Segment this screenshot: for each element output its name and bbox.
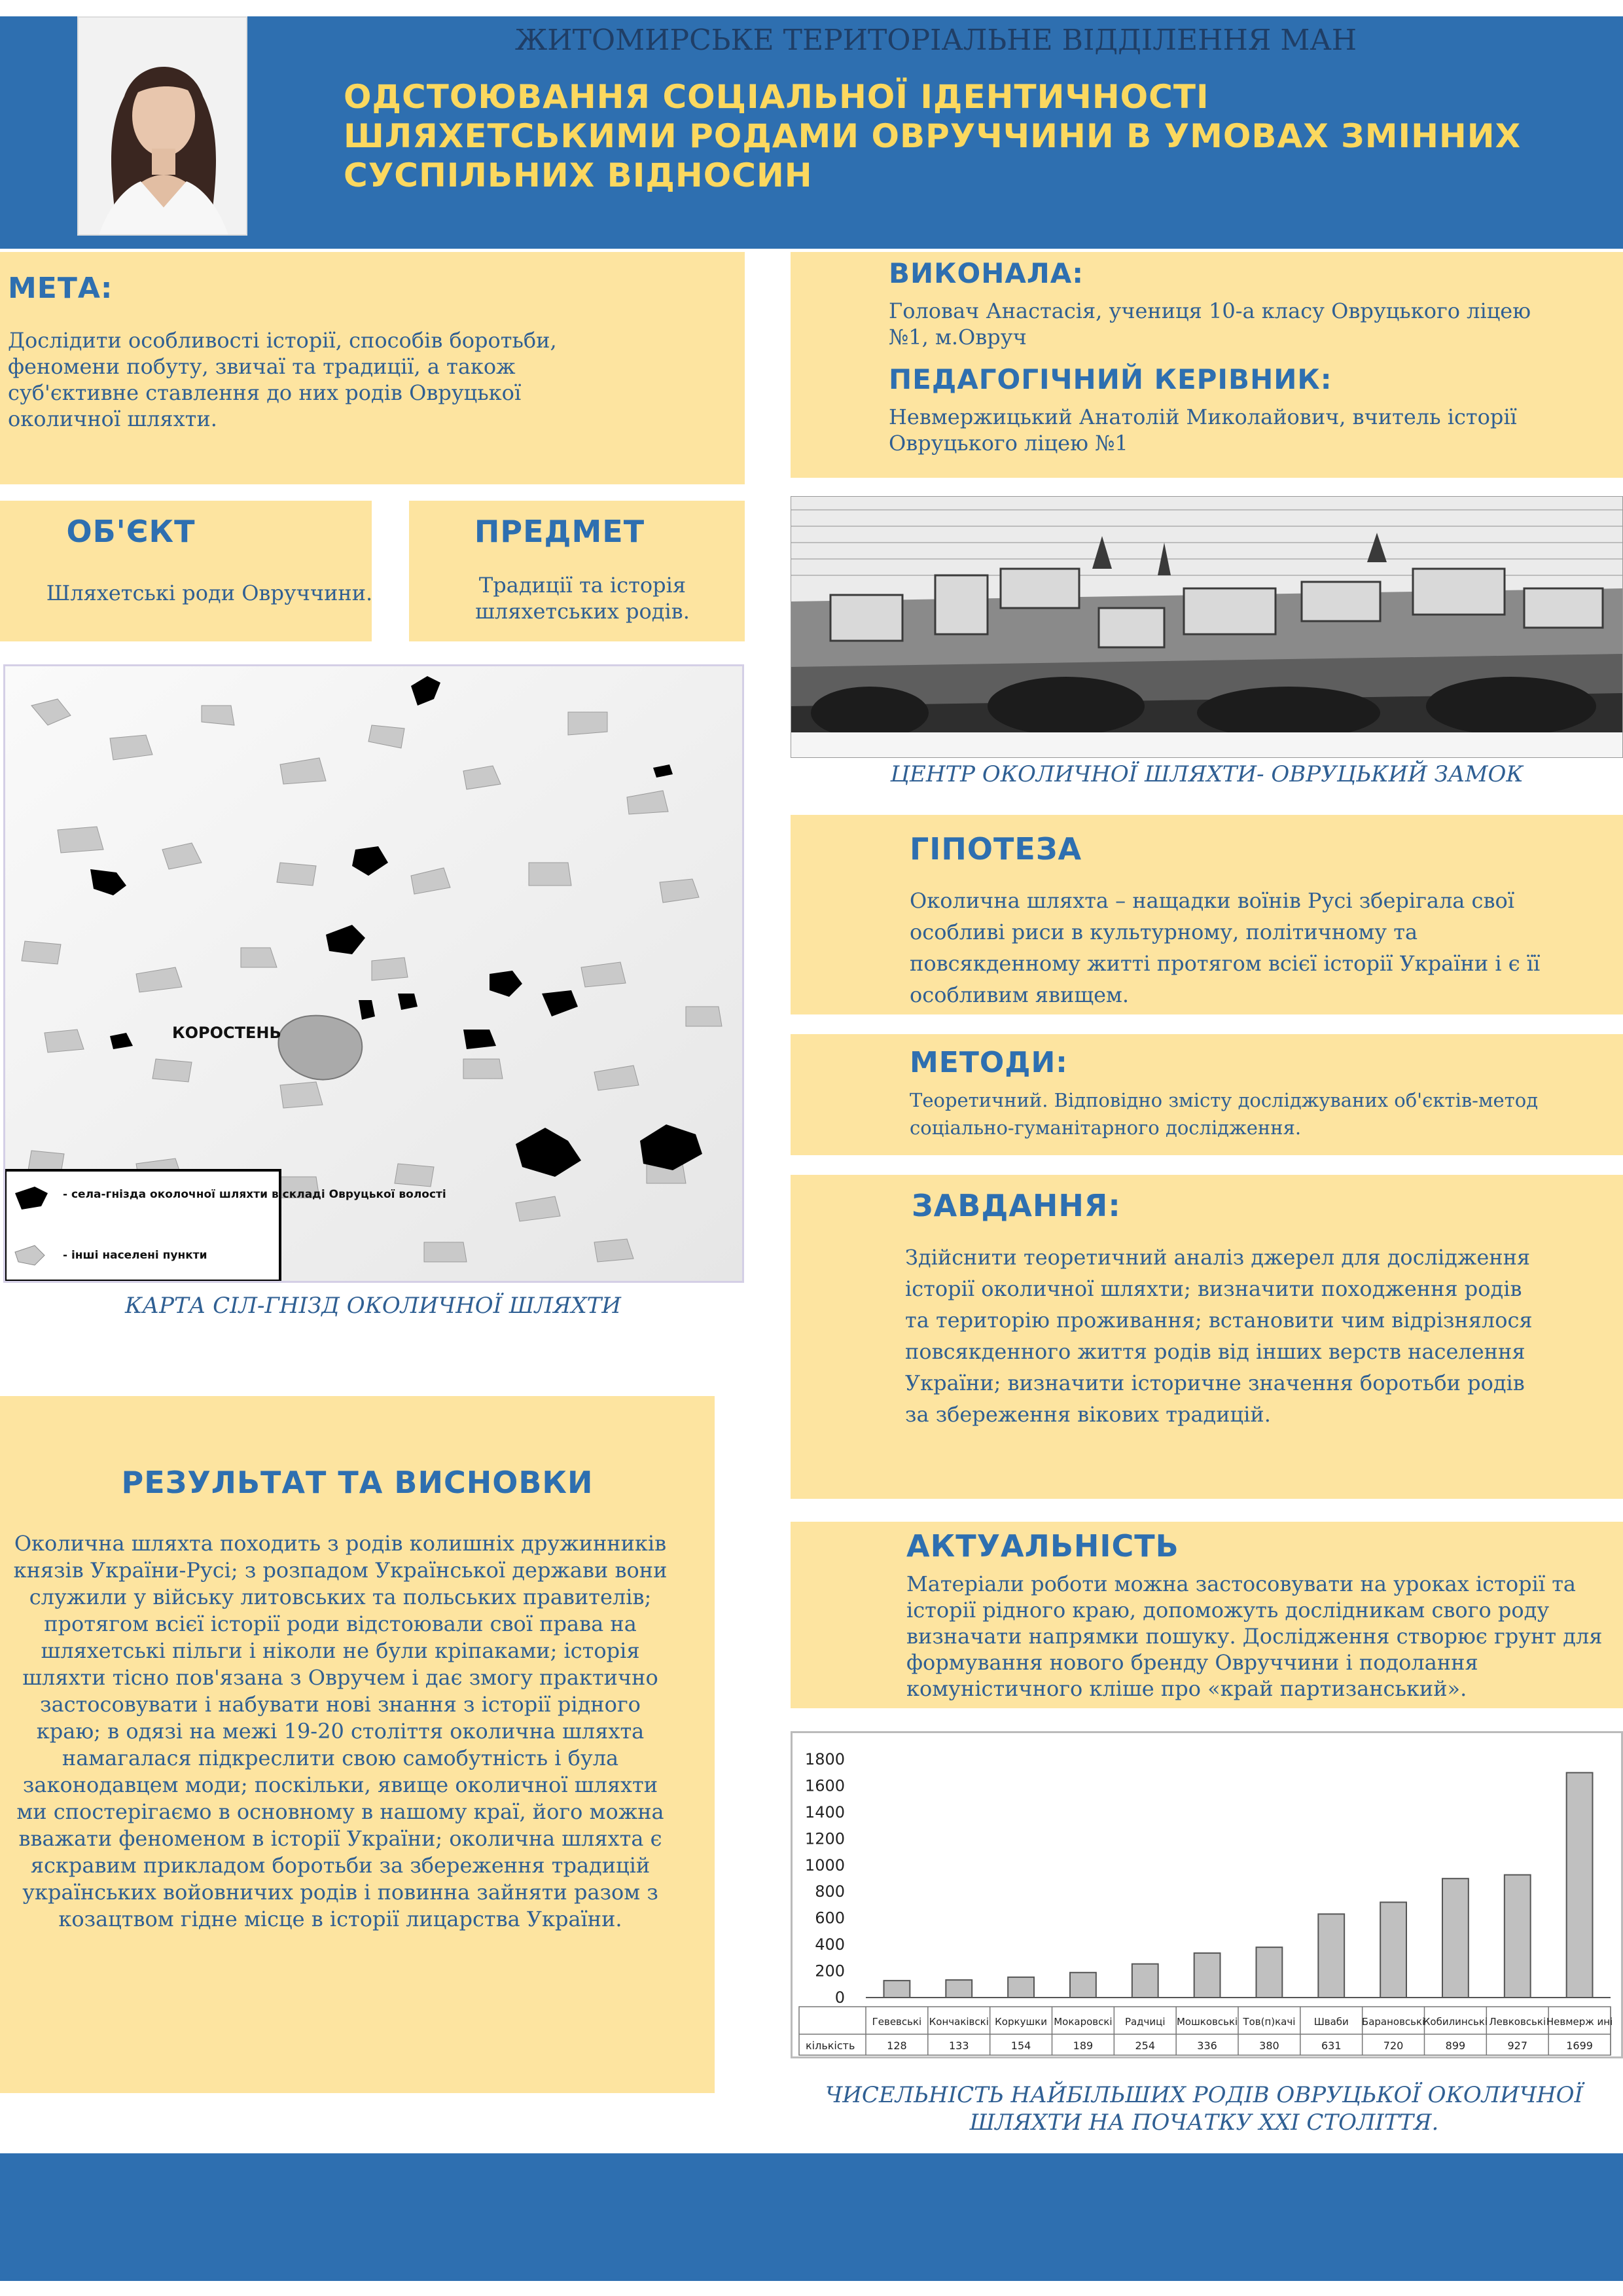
x-category-label: Шваби <box>1313 2016 1349 2028</box>
goal-heading: МЕТА: <box>8 272 113 305</box>
chart-bar <box>1008 1977 1034 1998</box>
y-tick-label: 0 <box>834 1988 845 2007</box>
chart-bar <box>1132 1964 1158 1998</box>
data-value-label: 189 <box>1073 2039 1094 2052</box>
hypothesis-heading: ГІПОТЕЗА <box>910 831 1082 867</box>
footer-band <box>0 2153 1623 2281</box>
x-category-label: Барановські <box>1361 2016 1425 2028</box>
supervisor-text: Невмержицький Анатолій Миколайович, вчитель історії Овруцького ліцею №1 <box>889 404 1517 456</box>
chart-bar <box>946 1980 972 1998</box>
x-category-label: Невмерж ині <box>1546 2016 1613 2028</box>
object-heading: ОБ'ЄКТ <box>66 514 196 549</box>
surnames-chart <box>791 1731 1623 2058</box>
y-tick-label: 1600 <box>804 1776 845 1795</box>
data-value-label: 336 <box>1197 2039 1217 2052</box>
organization-name: ЖИТОМИРСЬКЕ ТЕРИТОРІАЛЬНЕ ВІДДІЛЕННЯ МАН <box>514 24 1357 57</box>
poster-title: ОДСТОЮВАННЯ СОЦІАЛЬНОЇ ІДЕНТИЧНОСТІ ШЛЯХЕТСЬКИМИ РОДАМИ ОВРУЧЧИНИ В УМОВАХ ЗМІННИХ СУСПІЛЬНИХ ВІДНОСИН <box>344 78 1522 194</box>
data-value-label: 254 <box>1135 2039 1156 2052</box>
chart-bar <box>1318 1914 1344 1998</box>
chart-bar <box>884 1981 910 1998</box>
villages-map <box>3 664 744 1283</box>
y-tick-label: 1200 <box>804 1829 845 1848</box>
author-heading: ВИКОНАЛА: <box>889 257 1084 289</box>
map-legend-other: - інші населені пункти <box>63 1249 207 1262</box>
data-value-label: 899 <box>1445 2039 1466 2052</box>
series-name: кількість <box>806 2039 855 2052</box>
data-value-label: 720 <box>1383 2039 1404 2052</box>
data-value-label: 154 <box>1010 2039 1031 2052</box>
y-tick-label: 600 <box>815 1909 845 1928</box>
chart-bar <box>1567 1772 1593 1998</box>
x-category-label: Гевевські <box>872 2016 922 2028</box>
map-legend-nests: - села-гнізда околочної шляхти в складі Овруцької волості <box>63 1188 446 1201</box>
methods-heading: МЕТОДИ: <box>910 1046 1068 1079</box>
data-value-label: 128 <box>887 2039 907 2052</box>
methods-text: Теоретичний. Відповідно змісту досліджуваних об'єктів-метод соціально-гуманітарного дослідження. <box>910 1089 1539 1139</box>
x-category-label: Левковські <box>1489 2016 1546 2028</box>
y-tick-label: 800 <box>815 1882 845 1901</box>
y-tick-label: 200 <box>815 1962 845 1981</box>
chart-bar <box>1380 1902 1406 1998</box>
author-photo <box>77 16 247 236</box>
subject-heading: ПРЕДМЕТ <box>474 514 645 549</box>
x-category-label: Кобилинські <box>1423 2016 1488 2028</box>
data-value-label: 927 <box>1507 2039 1528 2052</box>
results-text: Околична шляхта походить з родів колишніх дружинників князів України-Русі; з розпадом Української держави вони служили у війську литовських та польських правителів; протягом всієї історії роди відстоювали свої права на шляхетські пільги і ніколи не були кріпаками; історія шляхти тісно пов'язана з Овручем і дає змогу практично застосовувати і набувати нові знання з історії рідного краю; в одязі на межі 19-20 століття околична шляхта намагалася підкреслити свою самобутність і була законодавцем моди; поскільки, явище околичної шляхти ми спостерігаємо в основному в нашому краї, його можна вважати феноменом в історії України; околична шляхта є яскравим прикладом боротьби за збереження традицій українських войовничих родів і повинна зайняти разом з козацтвом гідне місце в історії лицарства України. <box>13 1531 668 1931</box>
x-category-label: Радчиці <box>1124 2016 1166 2028</box>
chart-bar <box>1505 1875 1531 1998</box>
x-category-label: Мошковські <box>1176 2016 1238 2028</box>
y-tick-label: 1400 <box>804 1803 845 1821</box>
author-text: Головач Анастасія, учениця 10-а класу Овруцького ліцею №1, м.Овруч <box>889 298 1531 350</box>
chart-bar <box>1194 1953 1221 1998</box>
results-heading: РЕЗУЛЬТАТ ТА ВИСНОВКИ <box>121 1465 594 1500</box>
x-category-label: Тов(п)качі <box>1243 2016 1296 2028</box>
object-text: Шляхетські роди Овруччини. <box>46 581 373 605</box>
goal-text: Дослідити особливості історії, способів боротьби, феномени побуту, звичаї та традиції, а також суб'єктивне ставлення до них родів Овруцької околичної шляхти. <box>8 328 557 431</box>
x-category-label: Кончаківскі <box>929 2016 989 2028</box>
y-tick-label: 1800 <box>804 1750 845 1768</box>
data-value-label: 380 <box>1259 2039 1279 2052</box>
castle-engraving <box>791 496 1623 758</box>
x-category-label: Коркушки <box>995 2016 1047 2028</box>
castle-caption: ЦЕНТР ОКОЛИЧНОЇ ШЛЯХТИ- ОВРУЦЬКИЙ ЗАМОК <box>890 761 1524 787</box>
relevance-heading: АКТУАЛЬНІСТЬ <box>906 1528 1179 1564</box>
supervisor-heading: ПЕДАГОГІЧНИЙ КЕРІВНИК: <box>889 363 1332 395</box>
chart-bar <box>1070 1973 1096 1998</box>
tasks-heading: ЗАВДАННЯ: <box>912 1188 1121 1223</box>
subject-text: Традиції та історія шляхетських родів. <box>475 573 690 624</box>
chart-bar <box>1257 1947 1283 1998</box>
y-tick-label: 400 <box>815 1935 845 1954</box>
y-tick-label: 1000 <box>804 1856 845 1874</box>
tasks-text: Здійснити теоретичний аналіз джерел для дослідження історії околичної шляхти; визначити походження родів та територію проживання; встановити чим відрізнялося повсякденного життя родів від інших верств населення України; визначити історичне значення боротьби родів за збереження вікових традицій. <box>905 1245 1533 1427</box>
map-caption: КАРТА СІЛ-ГНІЗД ОКОЛИЧНОЇ ШЛЯХТИ <box>125 1293 621 1319</box>
data-value-label: 133 <box>948 2039 969 2052</box>
data-value-label: 1699 <box>1566 2039 1593 2052</box>
data-value-label: 631 <box>1321 2039 1342 2052</box>
map-city-label: КОРОСТЕНЬ <box>172 1024 281 1042</box>
x-category-label: Мокаровскі <box>1054 2016 1113 2028</box>
hypothesis-text: Околична шляхта – нащадки воїнів Русі зберігала свої особливі риси в культурному, політичному та повсякденному житті протягом всієї історії України і є її особливим явищем. <box>910 888 1541 1007</box>
chart-bar <box>1442 1878 1469 1998</box>
chart-caption: ЧИСЕЛЬНІСТЬ НАЙБІЛЬШИХ РОДІВ ОВРУЦЬКОЇ ОКОЛИЧНОЇ ШЛЯХТИ НА ПОЧАТКУ XXI СТОЛІТТЯ. <box>825 2082 1583 2136</box>
relevance-text: Матеріали роботи можна застосовувати на уроках історії та історії рідного краю, допоможуть дослідникам свого роду визначати напрямки пошуку. Дослідження створює грунт для формування нового бренду Овруччини і подолання комуністичного кліше про «край партизанський». <box>906 1571 1603 1701</box>
